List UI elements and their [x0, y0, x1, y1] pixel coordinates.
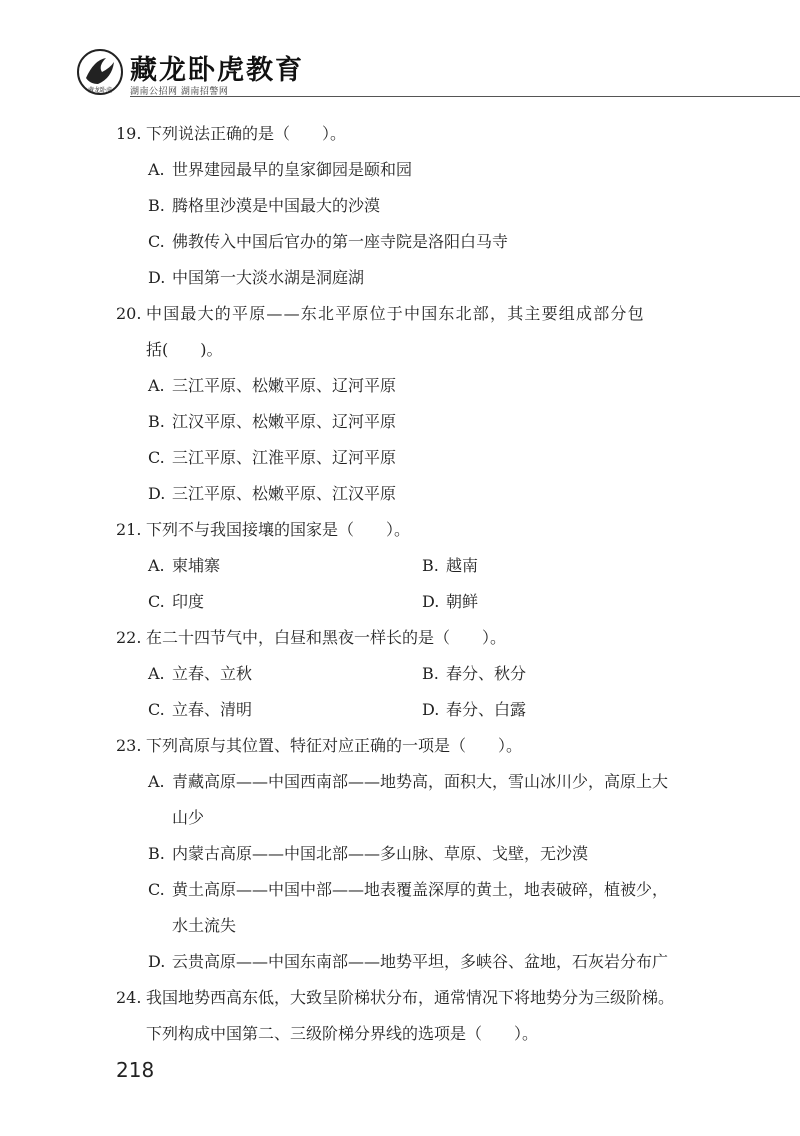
option-22-b: B. 春分、秋分	[422, 664, 527, 683]
option-23-c: C. 黄土高原——中国中部——地表覆盖深厚的黄土，地表破碎，植被少，	[148, 880, 669, 899]
question-20: 20. 中国最大的平原——东北平原位于中国东北部，其主要组成部分包	[116, 304, 645, 323]
option-22-c: C. 立春、清明	[148, 700, 253, 719]
option-23-d: D. 云贵高原——中国东南部——地势平坦，多峡谷、盆地，石灰岩分布广	[148, 952, 669, 971]
page-header	[70, 44, 800, 104]
option-23-a: A. 青藏高原——中国西南部——地势高，面积大，雪山冰川少，高原上大	[148, 772, 669, 791]
option-23-a-continued: 山少	[172, 808, 205, 827]
options-21-ab	[116, 548, 716, 584]
brand-title: 藏龙卧虎教育	[130, 55, 304, 86]
question-stem: 下列不与我国接壤的国家是（ ）。	[146, 520, 411, 539]
option-20-b: B. 江汉平原、松嫩平原、辽河平原	[148, 412, 397, 431]
options-21-cd	[116, 584, 716, 620]
question-23: 23. 下列高原与其位置、特征对应正确的一项是（ ）。	[116, 736, 523, 755]
question-24-continued: 下列构成中国第二、三级阶梯分界线的选项是（ ）。	[146, 1024, 539, 1043]
option-19-d: D. 中国第一大淡水湖是洞庭湖	[148, 268, 365, 287]
option-21-a: A. 柬埔寨	[148, 556, 221, 575]
logo-icon	[76, 48, 124, 96]
question-stem: 我国地势西高东低，大致呈阶梯状分布，通常情况下将地势分为三级阶梯。	[146, 988, 675, 1007]
option-21-d: D. 朝鲜	[422, 592, 479, 611]
question-24: 24. 我国地势西高东低，大致呈阶梯状分布，通常情况下将地势分为三级阶梯。	[116, 988, 675, 1007]
option-22-a: A. 立春、立秋	[148, 664, 253, 683]
question-20-continued: 括( )。	[146, 340, 223, 359]
question-list	[116, 116, 716, 1052]
option-22-d: D. 春分、白露	[422, 700, 527, 719]
option-21-b: B. 越南	[422, 556, 479, 575]
option-19-b: B. 腾格里沙漠是中国最大的沙漠	[148, 196, 381, 215]
option-23-b: B. 内蒙古高原——中国北部——多山脉、草原、戈壁，无沙漠	[148, 844, 589, 863]
question-stem: 下列高原与其位置、特征对应正确的一项是（ ）。	[146, 736, 523, 755]
question-21: 21. 下列不与我国接壤的国家是（ ）。	[116, 520, 411, 539]
option-21-c: C. 印度	[148, 592, 205, 611]
option-19-c: C. 佛教传入中国后官办的第一座寺院是洛阳白马寺	[148, 232, 509, 251]
question-19: 19. 下列说法正确的是（ ）。	[116, 124, 347, 143]
question-22: 22. 在二十四节气中，白昼和黑夜一样长的是（ ）。	[116, 628, 507, 647]
option-19-a: A. 世界建园最早的皇家御园是颐和园	[148, 160, 413, 179]
option-20-a: A. 三江平原、松嫩平原、辽河平原	[148, 376, 397, 395]
options-22-cd	[116, 692, 716, 728]
question-stem: 下列说法正确的是（ ）。	[146, 124, 347, 143]
option-23-c-continued: 水土流失	[172, 916, 237, 935]
option-20-c: C. 三江平原、江淮平原、辽河平原	[148, 448, 397, 467]
options-22-ab	[116, 656, 716, 692]
svg-text:藏龙卧虎: 藏龙卧虎	[87, 87, 113, 94]
question-stem: 在二十四节气中，白昼和黑夜一样长的是（ ）。	[146, 628, 507, 647]
brand-subtitle: 湖南公招网 湖南招警网	[130, 87, 229, 97]
page-number: 218	[116, 1058, 155, 1082]
question-stem: 中国最大的平原——东北平原位于中国东北部，其主要组成部分包	[146, 304, 645, 323]
option-20-d: D. 三江平原、松嫩平原、江汉平原	[148, 484, 397, 503]
header-divider	[130, 96, 800, 97]
